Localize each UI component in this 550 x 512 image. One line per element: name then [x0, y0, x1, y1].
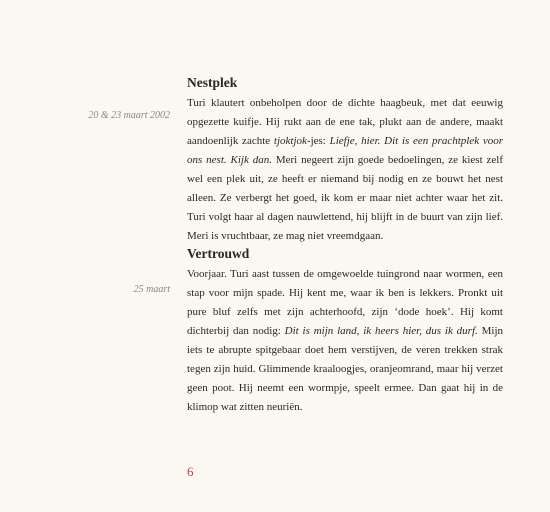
- body-text-italic: Dit is mijn land, ik heers hier, dus ik durf.: [284, 325, 478, 337]
- body-text: -jes:: [306, 135, 330, 147]
- body-text: Voorjaar. Turi aast tussen de omgewoelde tuingrond naar wormen, een stap voor mijn spade. Hij kent me, waar ik ben is lekkers. Pronkt uit pure bluf zelfs met zijn achterhoofd, zijn ‘dode hoek’. Hij komt dichterbij dan nodig:: [187, 268, 503, 337]
- section-heading: Vertrouwd: [187, 246, 250, 261]
- body-text-italic: Liefje, hier. Dit is een prachtplek voor ons nest. Kijk dan.: [187, 135, 503, 166]
- body-text: Turi klautert onbeholpen door de dichte haagbeuk, met dat eeuwig opgezette kuifje. Hij rukt aan de ene tak, plukt aan de andere, maakt aandoenlijk zachte: [187, 97, 503, 147]
- section-nestplek: [187, 74, 503, 246]
- page-number: 6: [187, 464, 194, 479]
- section-heading: Nestplek: [187, 75, 238, 90]
- section-body: [187, 94, 503, 246]
- body-text-italic: tjoktjok: [273, 135, 307, 147]
- section-body: [187, 265, 503, 417]
- section-vertrouwd: [187, 245, 503, 417]
- body-text: Meri negeert zijn goede bedoelingen, ze kiest zelf wel een plek uit, ze heeft er niemand bij nodig en ze bouwt het nest alleen. Ze verbergt het goed, ik kom er maar niet achter waar het zit. Turi volgt haar al dagen nauwlettend, hij blijft in de buurt van zijn lief. Meri is vruchtbaar, ze mag niet vreemdgaan.: [187, 154, 503, 242]
- section-date-nestplek: 20 & 23 maart 2002: [88, 110, 170, 121]
- body-text: Mijn iets te abrupte spitgebaar doet hem verstijven, de veren trekken strak tegen zijn huid. Glimmende kraaloogjes, oranjeomrand, maar hij verzet geen poot. Hij neemt een wormpje, speelt ermee. Dan gaat hij in de klimop wat zitten neuriën.: [187, 325, 503, 413]
- section-date-vertrouwd: 25 maart: [133, 284, 170, 295]
